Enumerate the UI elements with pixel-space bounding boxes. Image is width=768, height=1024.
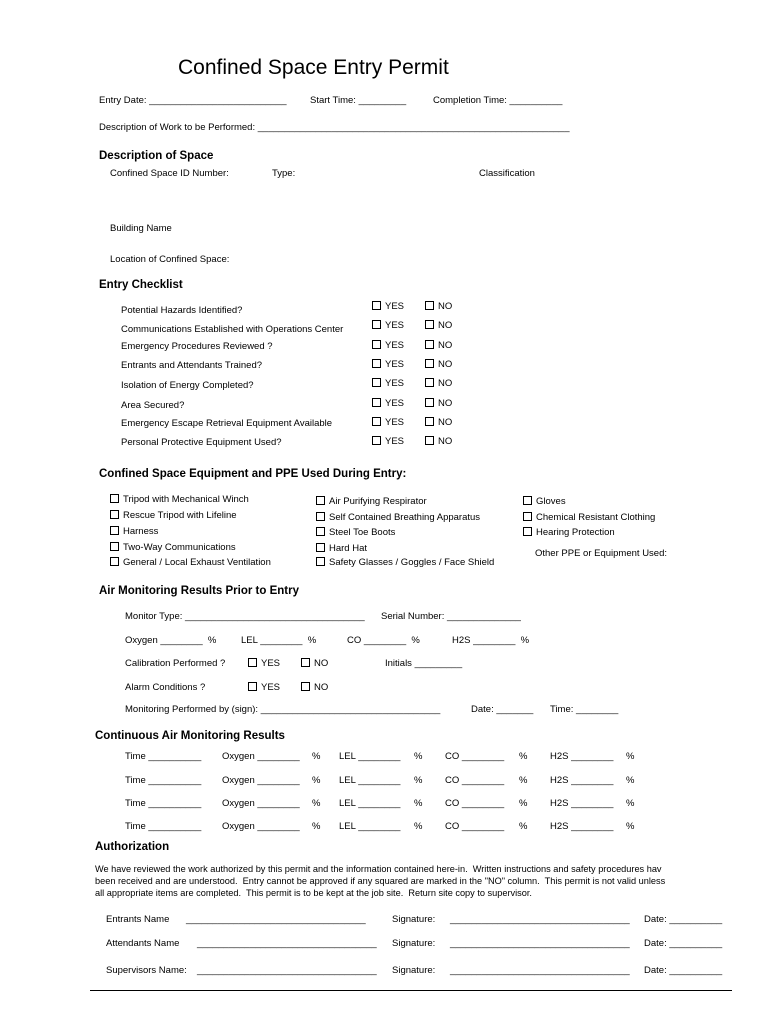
initials-field[interactable]: Initials _________ (385, 658, 463, 669)
percent-sign: % (414, 821, 423, 832)
lel-field[interactable]: LEL ________ (339, 798, 401, 809)
equipment-checkbox[interactable]: Tripod with Mechanical Winch (110, 494, 249, 505)
oxygen-field[interactable]: Oxygen ________ (222, 821, 300, 832)
lel-field[interactable]: LEL ________ % (241, 635, 317, 646)
checkbox-icon (316, 543, 325, 552)
alarm-yes-checkbox[interactable]: YES (248, 682, 280, 693)
checklist-item: Isolation of Energy Completed? (121, 380, 254, 391)
checkbox-icon (110, 557, 119, 566)
time-field[interactable]: Time __________ (125, 798, 202, 809)
percent-sign: % (626, 775, 635, 786)
equipment-checkbox[interactable]: Rescue Tripod with Lifeline (110, 510, 237, 521)
alarm-label: Alarm Conditions ? (125, 682, 206, 693)
classification-label: Classification (479, 168, 535, 179)
space-id-label: Confined Space ID Number: (110, 168, 229, 179)
co-field[interactable]: CO ________ (445, 775, 505, 786)
checklist-no-checkbox[interactable]: NO (425, 436, 452, 447)
percent-sign: % (414, 775, 423, 786)
lel-field[interactable]: LEL ________ (339, 821, 401, 832)
checklist-item: Emergency Escape Retrieval Equipment Available (121, 418, 333, 429)
checklist-yes-checkbox[interactable]: YES (372, 417, 404, 428)
alarm-no-checkbox[interactable]: NO (301, 682, 328, 693)
description-of-space-heading: Description of Space (99, 150, 214, 162)
checkbox-icon (301, 682, 310, 691)
checkbox-icon (523, 527, 532, 536)
checkbox-icon (110, 526, 119, 535)
oxygen-field[interactable]: Oxygen ________ (222, 775, 300, 786)
co-field[interactable]: CO ________ (445, 751, 505, 762)
calibration-no-checkbox[interactable]: NO (301, 658, 328, 669)
percent-sign: % (312, 751, 321, 762)
calibration-label: Calibration Performed ? (125, 658, 226, 669)
checkbox-icon (425, 359, 434, 368)
entry-checklist-heading: Entry Checklist (99, 279, 183, 291)
h2s-field[interactable]: H2S ________ (550, 821, 614, 832)
checklist-yes-checkbox[interactable]: YES (372, 398, 404, 409)
oxygen-field[interactable]: Oxygen ________ (222, 798, 300, 809)
continuous-monitoring-heading: Continuous Air Monitoring Results (95, 730, 285, 742)
checkbox-icon (372, 320, 381, 329)
equipment-checkbox[interactable]: Steel Toe Boots (316, 527, 395, 538)
equipment-checkbox[interactable]: Self Contained Breathing Apparatus (316, 512, 480, 523)
checkbox-icon (110, 494, 119, 503)
percent-sign: % (626, 751, 635, 762)
checkbox-icon (110, 510, 119, 519)
authorization-line: We have reviewed the work authorized by this permit and the information contained here-in. Written instructions and safety procedures hav (95, 864, 662, 874)
entrants-name-label: Entrants Name (106, 914, 170, 925)
equipment-heading: Confined Space Equipment and PPE Used During Entry: (99, 468, 407, 480)
checkbox-icon (425, 436, 434, 445)
percent-sign: % (414, 798, 423, 809)
checkbox-icon (372, 359, 381, 368)
entrants-date-field[interactable]: Date: __________ (644, 914, 723, 925)
checklist-yes-checkbox[interactable]: YES (372, 359, 404, 370)
checklist-item: Communications Established with Operations Center (121, 324, 344, 335)
monitoring-date-field[interactable]: Date: _______ (471, 704, 534, 715)
entrants-signature-field[interactable]: __________________________________ (450, 914, 630, 925)
checkbox-icon (372, 301, 381, 310)
time-field[interactable]: Time __________ (125, 775, 202, 786)
checklist-item: Personal Protective Equipment Used? (121, 437, 282, 448)
checkbox-icon (425, 398, 434, 407)
checklist-item: Entrants and Attendants Trained? (121, 360, 263, 371)
checklist-no-checkbox[interactable]: NO (425, 378, 452, 389)
entry-date-field[interactable]: Entry Date: __________________________ (99, 95, 287, 106)
time-field[interactable]: Time __________ (125, 821, 202, 832)
checkbox-icon (316, 557, 325, 566)
equipment-checkbox[interactable]: Gloves (523, 496, 566, 507)
supervisors-signature-field[interactable]: __________________________________ (450, 965, 630, 976)
equipment-checkbox[interactable]: Harness (110, 526, 158, 537)
percent-sign: % (312, 775, 321, 786)
percent-sign: % (519, 821, 528, 832)
page-title: Confined Space Entry Permit (178, 56, 449, 79)
description-of-work-field[interactable]: Description of Work to be Performed: ___________________________________________________________ (99, 122, 570, 133)
percent-sign: % (414, 751, 423, 762)
oxygen-field[interactable]: Oxygen ________ (222, 751, 300, 762)
equipment-checkbox[interactable]: Air Purifying Respirator (316, 496, 427, 507)
entrants-signature-label: Signature: (392, 914, 436, 925)
monitor-type-field[interactable]: Monitor Type: __________________________________ (125, 611, 365, 622)
monitoring-time-field[interactable]: Time: ________ (550, 704, 619, 715)
attendants-name-field[interactable]: __________________________________ (197, 938, 377, 949)
checklist-yes-checkbox[interactable]: YES (372, 340, 404, 351)
co-field[interactable]: CO ________ % (347, 635, 420, 646)
checklist-no-checkbox[interactable]: NO (425, 359, 452, 370)
oxygen-field[interactable]: Oxygen ________ % (125, 635, 217, 646)
authorization-heading: Authorization (95, 841, 170, 853)
checkbox-icon (372, 398, 381, 407)
checklist-no-checkbox[interactable]: NO (425, 417, 452, 428)
checklist-item: Emergency Procedures Reviewed ? (121, 341, 273, 352)
percent-sign: % (519, 798, 528, 809)
lel-field[interactable]: LEL ________ (339, 775, 401, 786)
checklist-item: Area Secured? (121, 400, 185, 411)
completion-time-field[interactable]: Completion Time: __________ (433, 95, 563, 106)
authorization-line: all appropriate items are completed. This permit is to be kept at the job site. Return site copy to supervisor. (95, 888, 532, 898)
other-ppe-label: Other PPE or Equipment Used: (535, 548, 668, 559)
checkbox-icon (425, 320, 434, 329)
percent-sign: % (626, 821, 635, 832)
checkbox-icon (425, 378, 434, 387)
checklist-no-checkbox[interactable]: NO (425, 398, 452, 409)
checkbox-icon (248, 682, 257, 691)
checkbox-icon (301, 658, 310, 667)
attendants-signature-field[interactable]: __________________________________ (450, 938, 630, 949)
attendants-date-field[interactable]: Date: __________ (644, 938, 723, 949)
checkbox-icon (372, 417, 381, 426)
attendants-signature-label: Signature: (392, 938, 436, 949)
checkbox-icon (248, 658, 257, 667)
percent-sign: % (312, 798, 321, 809)
equipment-checkbox[interactable]: Hard Hat (316, 543, 367, 554)
h2s-field[interactable]: H2S ________ (550, 751, 614, 762)
percent-sign: % (626, 798, 635, 809)
checkbox-icon (425, 301, 434, 310)
serial-number-field[interactable]: Serial Number: ______________ (381, 611, 521, 622)
entrants-name-field[interactable]: __________________________________ (186, 914, 366, 925)
supervisors-name-field[interactable]: __________________________________ (197, 965, 377, 976)
checklist-yes-checkbox[interactable]: YES (372, 436, 404, 447)
calibration-yes-checkbox[interactable]: YES (248, 658, 280, 669)
checkbox-icon (110, 542, 119, 551)
authorization-line: been received and are understood. Entry cannot be approved if any squared are marked in the "NO" column. This permit is not valid unless (95, 876, 666, 886)
percent-sign: % (519, 775, 528, 786)
checklist-yes-checkbox[interactable]: YES (372, 301, 404, 312)
checkbox-icon (372, 436, 381, 445)
time-field[interactable]: Time __________ (125, 751, 202, 762)
checkbox-icon (316, 496, 325, 505)
checkbox-icon (523, 496, 532, 505)
checklist-item: Potential Hazards Identified? (121, 305, 243, 316)
checkbox-icon (372, 340, 381, 349)
lel-field[interactable]: LEL ________ (339, 751, 401, 762)
checklist-no-checkbox[interactable]: NO (425, 301, 452, 312)
checkbox-icon (316, 527, 325, 536)
start-time-field[interactable]: Start Time: _________ (310, 95, 407, 106)
building-name-label: Building Name (110, 223, 172, 234)
checkbox-icon (425, 340, 434, 349)
monitoring-signature-field[interactable]: Monitoring Performed by (sign): __________________________________ (125, 704, 441, 715)
equipment-checkbox[interactable]: Chemical Resistant Clothing (523, 512, 655, 523)
h2s-field[interactable]: H2S ________ (550, 775, 614, 786)
attendants-name-label: Attendants Name (106, 938, 180, 949)
equipment-checkbox[interactable]: General / Local Exhaust Ventilation (110, 557, 271, 568)
h2s-field[interactable]: H2S ________ % (452, 635, 530, 646)
location-label: Location of Confined Space: (110, 254, 230, 265)
co-field[interactable]: CO ________ (445, 821, 505, 832)
space-type-label: Type: (272, 168, 296, 179)
supervisors-name-label: Supervisors Name: (106, 965, 187, 976)
equipment-checkbox[interactable]: Safety Glasses / Goggles / Face Shield (316, 557, 494, 568)
bottom-divider (90, 990, 732, 991)
checkbox-icon (425, 417, 434, 426)
h2s-field[interactable]: H2S ________ (550, 798, 614, 809)
co-field[interactable]: CO ________ (445, 798, 505, 809)
checklist-no-checkbox[interactable]: NO (425, 340, 452, 351)
percent-sign: % (519, 751, 528, 762)
checkbox-icon (372, 378, 381, 387)
checklist-no-checkbox[interactable]: NO (425, 320, 452, 331)
checkbox-icon (523, 512, 532, 521)
checklist-yes-checkbox[interactable]: YES (372, 378, 404, 389)
checklist-yes-checkbox[interactable]: YES (372, 320, 404, 331)
supervisors-date-field[interactable]: Date: __________ (644, 965, 723, 976)
equipment-checkbox[interactable]: Hearing Protection (523, 527, 615, 538)
percent-sign: % (312, 821, 321, 832)
checkbox-icon (316, 512, 325, 521)
authorization-paragraph (95, 864, 730, 900)
air-monitoring-heading: Air Monitoring Results Prior to Entry (99, 585, 299, 597)
supervisors-signature-label: Signature: (392, 965, 436, 976)
equipment-checkbox[interactable]: Two-Way Communications (110, 542, 236, 553)
